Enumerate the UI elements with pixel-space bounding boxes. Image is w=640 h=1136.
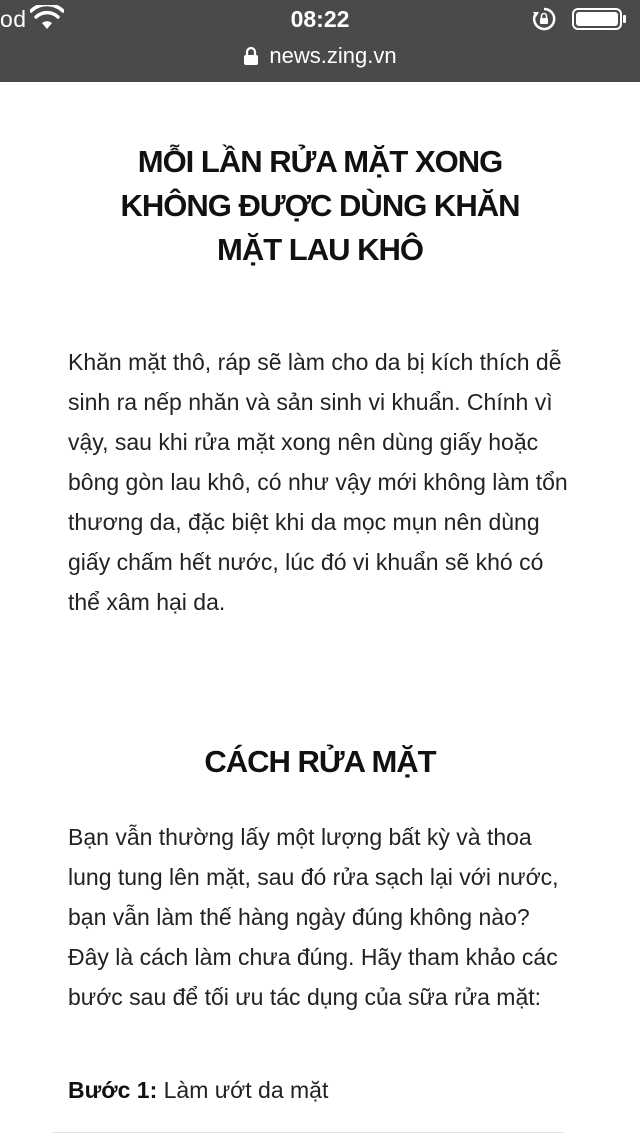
article-content bbox=[0, 82, 640, 1136]
url-text[interactable]: news.zing.vn bbox=[269, 43, 397, 68]
status-bar bbox=[0, 0, 640, 82]
step-1-label: Bước 1: bbox=[68, 1077, 158, 1103]
address-bar[interactable] bbox=[0, 40, 640, 72]
step-1-text: Làm ướt da mặt bbox=[163, 1077, 329, 1103]
status-time: 08:22 bbox=[290, 6, 350, 32]
step-1 bbox=[68, 1070, 568, 1110]
divider bbox=[52, 1132, 564, 1133]
carrier-name: od bbox=[0, 6, 27, 32]
paragraph-how-to-wash: Bạn vẫn thường lấy một lượng bất kỳ và thoa lung tung lên mặt, sau đó rửa sạch lại với nước, bạn vẫn làm thế hàng ngày đúng không nào? Đây là cách làm chưa đúng. Hãy tham khảo các bước sau để tối ưu tác dụng của sữa rửa mặt: bbox=[68, 824, 559, 1010]
padlock-icon bbox=[243, 46, 259, 66]
battery-icon bbox=[572, 8, 628, 30]
section-heading-how-to-wash: CÁCH RỬA MẶT bbox=[204, 744, 436, 779]
paragraph-towel: Khăn mặt thô, ráp sẽ làm cho da bị kích thích dễ sinh ra nếp nhăn và sản sinh vi khuẩn. Chính vì vậy, sau khi rửa mặt xong nên dùng giấy hoặc bông gòn lau khô, có như vậy mới không làm tổn thương da, đặc biệt khi da mọc mụn nên dùng giấy chấm hết nước, lúc đó vi khuẩn sẽ khó có thể xâm hại da. bbox=[68, 349, 568, 615]
lock-rotation-icon bbox=[532, 7, 556, 31]
section-heading-towel: MỖI LẦN RỬA MẶT XONG KHÔNG ĐƯỢC DÙNG KHĂN MẶT LAU KHÔ bbox=[120, 144, 520, 267]
